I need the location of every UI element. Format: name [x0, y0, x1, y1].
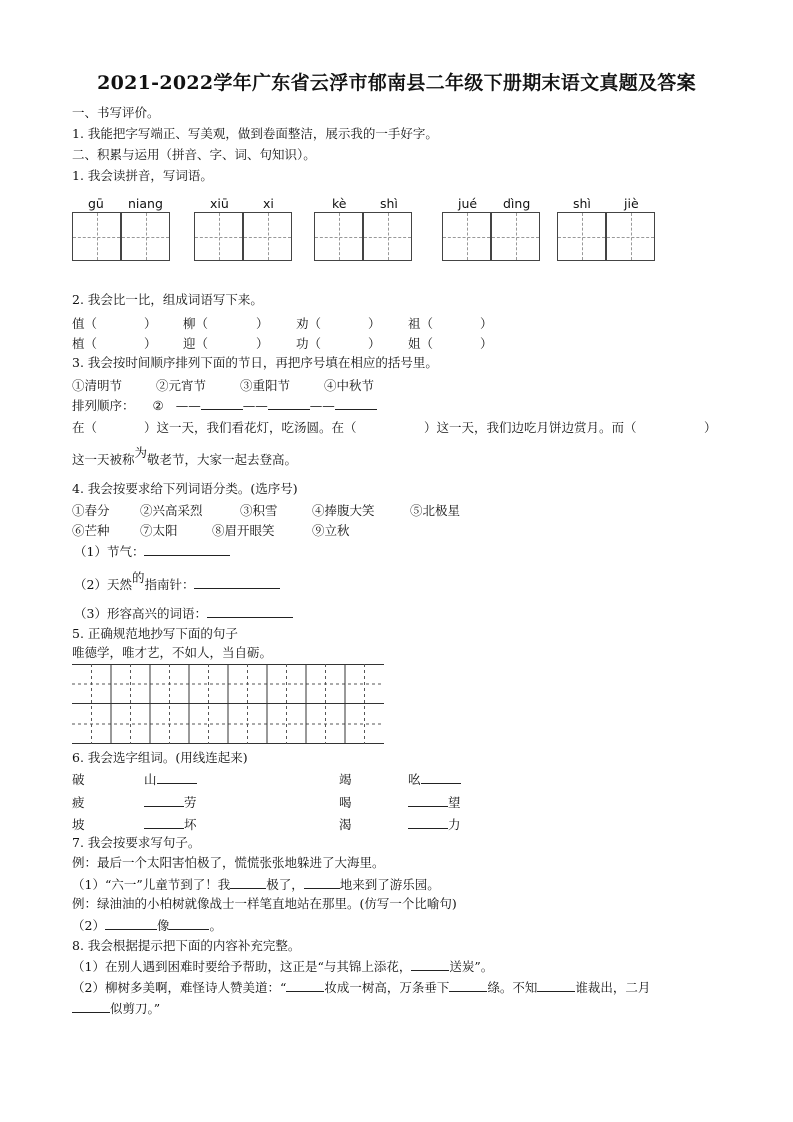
answer-label: （1）节气： [74, 544, 145, 559]
section-heading: 一、书写评价。 [72, 105, 160, 120]
option: ①春分 [72, 503, 110, 518]
answer-blank[interactable] [449, 979, 487, 992]
answer-label: （1）在别人遇到困难时要给予帮助，这正是“与其锦上添花， [72, 959, 412, 974]
dash: —— [309, 398, 335, 413]
answer-blank[interactable] [207, 605, 293, 618]
word-prompt: 植（ [72, 336, 98, 351]
answer-blank[interactable] [72, 1000, 110, 1013]
answer-blank[interactable] [335, 397, 377, 410]
answer-label: （2） [72, 918, 105, 933]
writing-box[interactable] [606, 212, 655, 261]
answer-line [74, 605, 293, 622]
answer-label: 指南针： [144, 577, 195, 592]
match-word-text: 力 [448, 817, 461, 832]
match-word-text: 望 [448, 795, 461, 810]
match-word-text: 劳 [184, 795, 197, 810]
option: ①清明节 [72, 378, 123, 393]
answer-blank[interactable] [230, 876, 266, 889]
answer-blank[interactable] [304, 876, 340, 889]
answer-label: 绦。不知 [487, 980, 538, 995]
raised-char: 的 [131, 570, 145, 585]
answer-line [72, 1000, 160, 1017]
writing-box[interactable] [121, 212, 170, 261]
pinyin-label: shì [573, 196, 591, 211]
match-word-text: 吆 [408, 772, 421, 787]
fill-text: ）这一天，我们看花灯，吃汤圆。在（ [144, 420, 357, 435]
example-sentence: 例：绿油油的小柏树就像战士一样笔直地站在那里。(仿写一个比喻句) [72, 896, 457, 911]
fill-text-line [72, 445, 298, 468]
match-word[interactable] [408, 815, 461, 833]
match-char[interactable]: 破 [72, 772, 85, 787]
option: ④捧腹大笑 [312, 503, 375, 518]
answer-label: （2）柳树多美啊，难怪诗人赞美道：“ [72, 980, 287, 995]
match-char[interactable]: 竭 [339, 772, 352, 787]
match-char[interactable]: 疲 [72, 795, 85, 810]
fill-text: ）这一天，我们边吃月饼边赏月。而（ [424, 420, 637, 435]
answer-blank[interactable] [411, 958, 449, 971]
answer-blank[interactable] [537, 979, 575, 992]
answer-blank[interactable] [268, 397, 310, 410]
fill-text: 这一天被称 [72, 452, 135, 467]
question-text: 1. 我会读拼音，写词语。 [72, 168, 213, 183]
answer-blank[interactable] [201, 397, 243, 410]
word-prompt: 功（ [296, 336, 322, 351]
question-text: 7. 我会按要求写句子。 [72, 835, 201, 850]
word-prompt: 姐（ [408, 336, 434, 351]
writing-box[interactable] [491, 212, 540, 261]
writing-box[interactable] [194, 212, 243, 261]
question-text: 5. 正确规范地抄写下面的句子 [72, 626, 238, 641]
match-word[interactable] [408, 793, 461, 811]
option: ④中秋节 [324, 378, 375, 393]
answer-blank[interactable] [144, 543, 230, 556]
copy-sentence: 唯德学，唯才艺，不如人，当自砺。 [72, 645, 273, 660]
question-text: 3. 我会按时间顺序排列下面的节日，再把序号填在相应的括号里。 [72, 355, 438, 370]
answer-label: 谁裁出，二月 [575, 980, 651, 995]
match-word-text: 山 [144, 772, 157, 787]
word-prompt: ） [368, 336, 381, 351]
answer-label: 地来到了游乐园。 [339, 877, 440, 892]
answer-line [72, 958, 493, 975]
answer-blank [408, 794, 448, 807]
answer-line [72, 917, 222, 934]
pinyin-label: kè [332, 196, 347, 211]
word-prompt: 柳（ [183, 316, 209, 331]
word-prompt: 劝（ [296, 316, 322, 331]
fill-text: 在（ [72, 420, 98, 435]
option: ②元宵节 [156, 378, 207, 393]
order-first: ② [152, 398, 164, 413]
writing-box[interactable] [557, 212, 606, 261]
word-prompt: ） [256, 336, 269, 351]
fill-text: ） [704, 420, 717, 435]
pinyin-label: xi [263, 196, 274, 211]
option: ⑦太阳 [140, 523, 178, 538]
option: ②兴高采烈 [140, 503, 203, 518]
answer-label: 妆成一树高，万条垂下 [324, 980, 450, 995]
answer-line [74, 570, 280, 593]
word-prompt: 值（ [72, 316, 98, 331]
answer-label: 送炭”。 [449, 959, 494, 974]
question-text: 8. 我会根据提示把下面的内容补充完整。 [72, 938, 301, 953]
word-prompt: ） [144, 316, 157, 331]
answer-label: 似剪刀。” [110, 1001, 161, 1016]
answer-blank [144, 816, 184, 829]
raised-char: 为 [134, 445, 148, 460]
question-text: 6. 我会选字组词。(用线连起来) [72, 750, 248, 765]
word-prompt: ） [256, 316, 269, 331]
question-text: 4. 我会按要求给下列词语分类。(选序号) [72, 481, 298, 496]
answer-label: （1）“六一”儿童节到了！我 [72, 877, 231, 892]
question-text: 2. 我会比一比，组成词语写下来。 [72, 292, 263, 307]
match-char[interactable]: 渴 [339, 817, 352, 832]
option: ③重阳节 [240, 378, 291, 393]
option: ⑤北极星 [410, 503, 461, 518]
match-word[interactable] [144, 815, 197, 833]
answer-label: 像 [156, 918, 170, 933]
writing-box[interactable] [314, 212, 363, 261]
example-sentence: 例：最后一个太阳害怕极了，慌慌张张地躲进了大海里。 [72, 855, 385, 870]
match-word[interactable] [408, 770, 461, 788]
option: ③积雪 [240, 503, 278, 518]
answer-blank[interactable] [194, 576, 280, 589]
word-prompt: 祖（ [408, 316, 434, 331]
answer-label: 极了， [266, 877, 304, 892]
answer-label: 。 [209, 918, 222, 933]
pinyin-label: shì [380, 196, 398, 211]
writing-box[interactable] [363, 212, 412, 261]
writing-box[interactable] [72, 212, 121, 261]
answer-blank[interactable] [286, 979, 324, 992]
answer-line [72, 876, 440, 893]
page-title: 2021-2022学年广东省云浮市郁南县二年级下册期末语文真题及答案 [97, 72, 696, 94]
question-text: 1. 我能把字写端正、写美观，做到卷面整洁，展示我的一手好字。 [72, 126, 438, 141]
word-prompt: ） [480, 336, 493, 351]
answer-blank [157, 771, 197, 784]
pinyin-label: jiè [624, 196, 639, 211]
order-line [72, 397, 377, 414]
answer-line [72, 979, 650, 996]
order-label: 排列顺序： [72, 398, 135, 413]
word-prompt: ） [144, 336, 157, 351]
pinyin-label: gū [88, 196, 104, 211]
writing-box[interactable] [442, 212, 491, 261]
answer-blank [421, 771, 461, 784]
answer-blank [408, 816, 448, 829]
copy-writing-grid[interactable] [72, 664, 384, 744]
section-heading: 二、积累与运用（拼音、字、词、句知识）。 [72, 147, 316, 162]
pinyin-label: jué [458, 196, 478, 211]
answer-blank[interactable] [105, 917, 157, 930]
option: ⑥芒种 [72, 523, 110, 538]
pinyin-label: niang [128, 196, 163, 211]
answer-line [74, 543, 230, 560]
fill-text: 敬老节，大家一起去登高。 [147, 452, 298, 467]
answer-label: （2）天然 [74, 577, 132, 592]
match-word[interactable] [144, 770, 197, 788]
word-prompt: ） [368, 316, 381, 331]
writing-box[interactable] [243, 212, 292, 261]
option: ⑨立秋 [312, 523, 350, 538]
dash: —— [242, 398, 268, 413]
option: ⑧眉开眼笑 [212, 523, 275, 538]
match-word-text: 坏 [184, 817, 197, 832]
answer-blank [144, 794, 184, 807]
match-word[interactable] [144, 793, 197, 811]
pinyin-label: xiū [210, 196, 229, 211]
word-prompt: 迎（ [183, 336, 209, 351]
match-char[interactable]: 坡 [72, 817, 85, 832]
pinyin-label: dìng [503, 196, 531, 211]
answer-blank[interactable] [169, 917, 209, 930]
dash: —— [175, 398, 201, 413]
match-char[interactable]: 喝 [339, 795, 352, 810]
answer-label: （3）形容高兴的词语： [74, 606, 207, 621]
word-prompt: ） [480, 316, 493, 331]
